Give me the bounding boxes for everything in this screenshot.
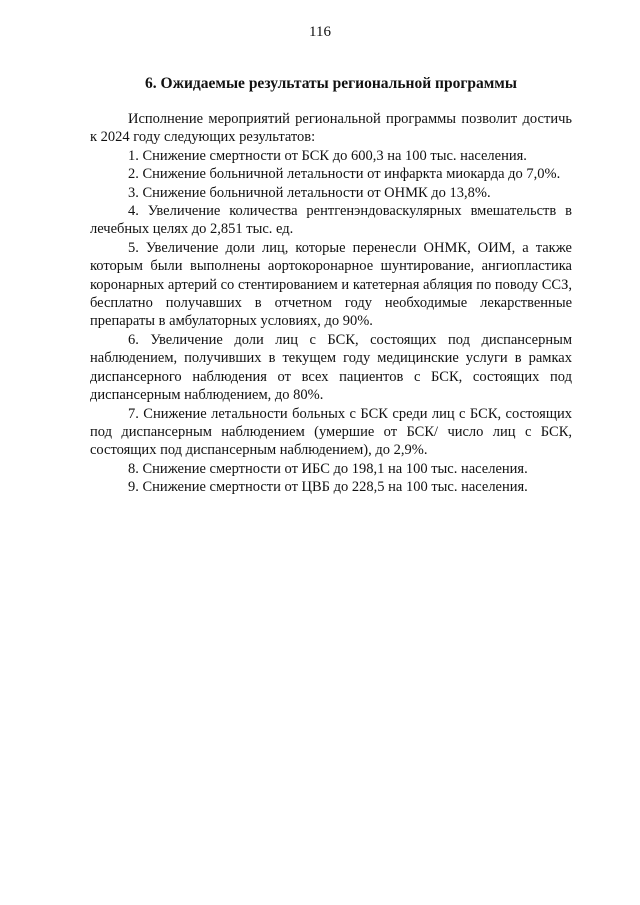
section-title: 6. Ожидаемые результаты региональной программы [145,75,517,92]
result-item-6: 6. Увеличение доли лиц с БСК, состоящих под диспансерным наблюдением, получивших в текущем году медицинские услуги в рамках диспансерного наблюдения от всех пациентов с БСК, состоящих под диспансерным наблюдением, до 80%. [90,331,572,404]
intro-paragraph: Исполнение мероприятий региональной программы позволит достичь к 2024 году следующих результатов: [90,111,572,146]
result-item-1: 1. Снижение смертности от БСК до 600,3 на 100 тыс. населения. [128,147,527,164]
result-item-5: 5. Увеличение доли лиц, которые перенесли ОНМК, ОИМ, а также которым были выполнены аортокоронарное шунтирование, ангиопластика коронарных артерий со стентированием и катетерная абляция по поводу ССЗ, бесплатно получавших в отчетном году необходимые лекарственные препараты в амбулаторных условиях, до 90%. [90,239,572,330]
result-item-8: 8. Снижение смертности от ИБС до 198,1 на 100 тыс. населения. [128,460,528,477]
result-item-9: 9. Снижение смертности от ЦВБ до 228,5 на 100 тыс. населения. [128,479,528,496]
page-number: 116 [309,24,331,40]
result-item-7: 7. Снижение летальности больных с БСК среди лиц с БСК, состоящих под диспансерным наблюдением (умершие от БСК/ число лиц с БСК, состоящих под диспансерным наблюдением), до 2,9%. [90,405,572,459]
result-item-2: 2. Снижение больничной летальности от инфаркта миокарда до 7,0%. [128,166,561,183]
result-item-3: 3. Снижение больничной летальности от ОНМК до 13,8%. [128,184,491,201]
result-item-4: 4. Увеличение количества рентгенэндоваскулярных вмешательств в лечебных целях до 2,851 тыс. ед. [90,203,572,238]
section-body [90,110,572,497]
